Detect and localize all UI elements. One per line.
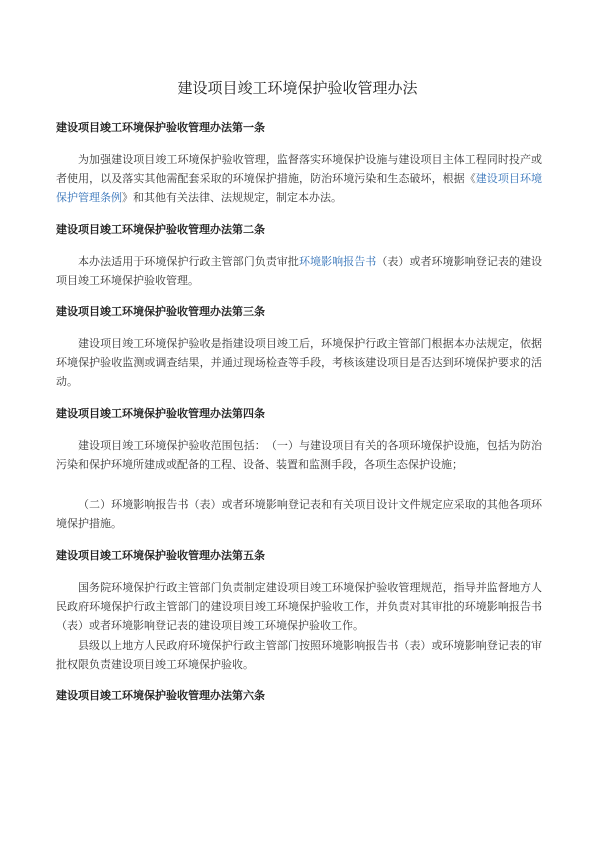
article-1-heading: 建设项目竣工环境保护验收管理办法第一条 <box>56 121 265 134</box>
eia-report-link[interactable]: 环境影响报告书 <box>298 255 377 268</box>
article-6-heading: 建设项目竣工环境保护验收管理办法第六条 <box>56 689 265 702</box>
regulation-link[interactable]: 建设项目环境保护管理条例 <box>56 172 542 204</box>
article-2-text-after: （表）或者环境影响登记表的建设项目竣工环境保护验收管理。 <box>56 255 543 287</box>
article-5-paragraph-1: 国务院环境保护行政主管部门负责制定建设项目竣工环境保护验收管理规范，指导并监督地方人民政府环境保护行政主管部门的建设项目竣工环境保护验收工作，并负责对其审批的环境影响报告书（表）或者环境影响登记表的建设项目竣工环境保护验收工作。 <box>56 581 542 632</box>
article-2-text-before: 本办法适用于环境保护行政主管部门负责审批 <box>78 255 299 268</box>
article-4-heading: 建设项目竣工环境保护验收管理办法第四条 <box>56 407 265 420</box>
article-3-heading: 建设项目竣工环境保护验收管理办法第三条 <box>56 305 265 318</box>
article-1-text-after: 》和其他有关法律、法规规定，制定本办法。 <box>122 191 342 204</box>
article-1-text-before: 为加强建设项目竣工环境保护验收管理，监督落实环境保护设施与建设项目主体工程同时投产或者使用，以及落实其他需配套采取的环境保护措施，防治环境污染和生态破坏，根据《 <box>56 153 542 185</box>
article-2-heading: 建设项目竣工环境保护验收管理办法第二条 <box>56 223 265 236</box>
article-5-paragraph-2: 县级以上地方人民政府环境保护行政主管部门按照环境影响报告书（表）或环境影响登记表的审批权限负责建设项目竣工环境保护验收。 <box>56 639 542 671</box>
article-3-paragraph: 建设项目竣工环境保护验收是指建设项目竣工后，环境保护行政主管部门根据本办法规定，依据环境保护验收监测或调查结果，并通过现场检查等手段，考核该建设项目是否达到环境保护要求的活动。 <box>56 337 542 388</box>
article-4-paragraph-1: 建设项目竣工环境保护验收范围包括： （一）与建设项目有关的各项环境保护设施，包括为防治污染和保护环境所建成或配备的工程、设备、装置和监测手段，各项生态保护设施； <box>56 439 542 471</box>
article-2-paragraph <box>56 252 542 290</box>
article-4-paragraph-2: （二）环境影响报告书（表）或者环境影响登记表和有关项目设计文件规定应采取的其他各项环境保护措施。 <box>56 498 542 530</box>
article-5-heading: 建设项目竣工环境保护验收管理办法第五条 <box>56 549 265 562</box>
article-1-paragraph <box>56 150 542 207</box>
document-title: 建设项目竣工环境保护验收管理办法 <box>177 79 418 97</box>
